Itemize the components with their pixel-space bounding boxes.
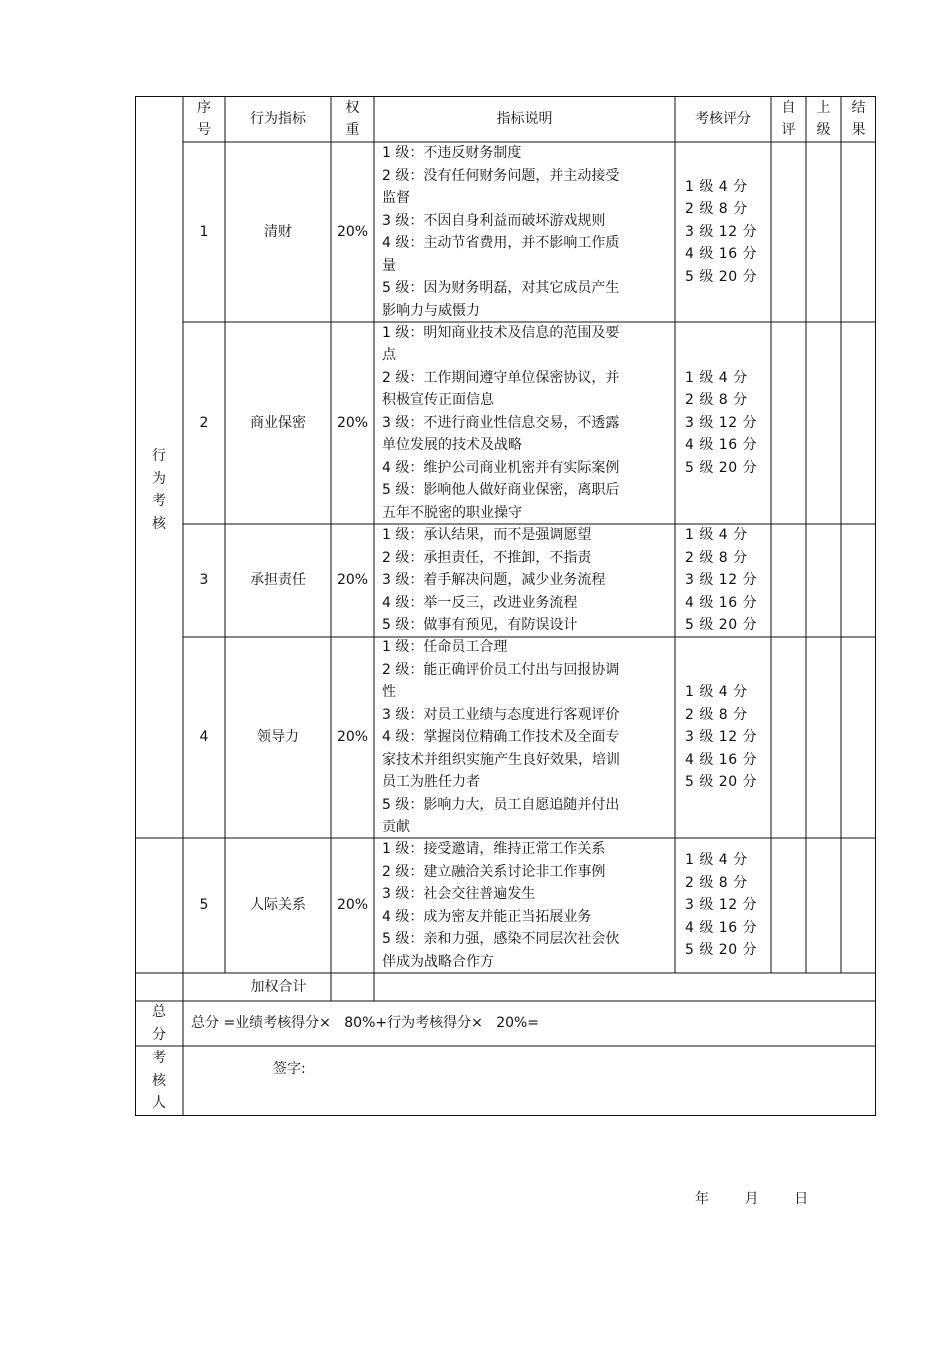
row-3-score-line: 1 级 4 分	[685, 527, 748, 544]
row-5-weight: 20%	[336, 897, 369, 914]
row-3-indicator: 承担责任	[250, 572, 306, 589]
section-label-char-3: 考	[152, 493, 166, 509]
row-3-self-eval-cell[interactable]	[771, 524, 806, 637]
row-3-desc-line: 3 级：着手解决问题，减少业务流程	[382, 572, 606, 589]
header-weight-char-2: 重	[345, 122, 360, 138]
header-no-char-2: 号	[197, 122, 211, 138]
row-2-score-line: 4 级 16 分	[685, 437, 758, 454]
row-1-desc-line: 5 级：因为财务明磊，对其它成员产生	[382, 280, 620, 296]
signature-date: 年 月 日	[695, 1191, 809, 1207]
row-4-description	[374, 637, 675, 838]
row-4-score-line: 3 级 12 分	[685, 729, 758, 746]
header-no-char-1: 序	[197, 99, 211, 116]
row-5-score-line: 1 级 4 分	[685, 852, 748, 869]
row-2-scoring	[675, 322, 771, 524]
row-2-desc-line: 积极宣传正面信息	[382, 392, 494, 409]
row-1-desc-line: 量	[382, 257, 396, 274]
row-1-score-line: 2 级 8 分	[685, 201, 748, 218]
row-3-no: 3	[199, 572, 209, 589]
header-weight	[331, 96, 374, 142]
row-5-desc-line: 2 级：建立融洽关系讨论非工作事例	[382, 863, 606, 880]
row-1-result-cell[interactable]	[841, 142, 876, 322]
row-4-desc-line: 1 级：任命员工合理	[382, 639, 508, 656]
row-1-scoring	[675, 142, 771, 322]
section-label-char-1: 行	[152, 448, 166, 464]
row-4-superior-cell[interactable]	[806, 637, 841, 838]
row-1-score-line: 4 级 16 分	[685, 246, 758, 263]
row-5-desc-line: 1 级：接受邀请，维持正常工作关系	[382, 841, 606, 857]
row-5-score-line: 5 级 20 分	[685, 942, 758, 959]
reviewer-label-char-1: 考	[152, 1050, 166, 1067]
reviewer-label	[135, 1046, 183, 1116]
row-1-self-eval-cell[interactable]	[771, 142, 806, 322]
section-label-char-2: 为	[152, 470, 166, 487]
row-5-score-line: 3 级 12 分	[685, 897, 758, 914]
row-2-score-line: 3 级 12 分	[685, 414, 758, 431]
row-2-desc-line: 1 级：明知商业技术及信息的范围及要	[382, 324, 620, 341]
row-4-desc-line: 家技术并组织实施产生良好效果，培训	[382, 751, 620, 768]
header-weight-char-1: 权	[345, 99, 360, 116]
row-2-description	[374, 322, 675, 524]
row-1-desc-line: 监督	[382, 190, 410, 206]
row-5-score-line: 4 级 16 分	[685, 919, 758, 936]
row-4-desc-line: 性	[382, 684, 396, 701]
header-desc: 指标说明	[496, 110, 553, 127]
row-3-score-line: 4 级 16 分	[685, 594, 758, 611]
reviewer-label-char-3: 人	[152, 1095, 166, 1112]
row-4-desc-line: 2 级：能正确评价员工付出与回报协调	[382, 661, 620, 678]
row-1-superior-cell[interactable]	[806, 142, 841, 322]
row-1-desc-line: 影响力与威慑力	[382, 302, 480, 319]
row-2-score-line: 5 级 20 分	[685, 459, 758, 476]
row-4-score-line: 2 级 8 分	[685, 706, 748, 723]
section-label-char-4: 核	[152, 515, 166, 532]
row-2-superior-cell[interactable]	[806, 322, 841, 524]
section-label-behavior	[135, 142, 183, 838]
row-5-score-line: 2 级 8 分	[685, 874, 748, 891]
row-5-indicator: 人际关系	[250, 897, 306, 914]
header-self-char-1: 自	[781, 99, 796, 116]
row-1-score-line: 1 级 4 分	[685, 178, 748, 195]
header-indicator: 行为指标	[250, 110, 306, 127]
row-3-score-line: 5 级 20 分	[685, 617, 758, 634]
row-1-description	[374, 142, 675, 322]
reviewer-label-char-2: 核	[152, 1072, 166, 1089]
row-1-indicator: 清财	[264, 223, 292, 240]
row-3-desc-line: 1 级：承认结果，而不是强调愿望	[382, 527, 592, 544]
row-1-score-line: 3 级 12 分	[685, 223, 758, 240]
row-2-desc-line: 3 级：不进行商业性信息交易，不透露	[382, 414, 620, 431]
row-2-desc-line: 4 级：维护公司商业机密并有实际案例	[382, 459, 620, 476]
row-1-desc-line: 4 级：主动节省费用，并不影响工作质	[382, 235, 620, 251]
row-5-scoring	[675, 838, 771, 973]
row-2-result-cell[interactable]	[841, 322, 876, 524]
header-score: 考核评分	[695, 110, 751, 127]
row-5-desc-line: 伴成为战略合作方	[382, 953, 494, 970]
row-4-score-line: 4 级 16 分	[685, 751, 758, 768]
total-label-char-2: 分	[152, 1026, 166, 1043]
row-3-result-cell[interactable]	[841, 524, 876, 637]
row-2-no: 2	[199, 414, 209, 431]
row-3-score-line: 3 级 12 分	[685, 572, 758, 589]
total-score-formula: 总分 =业绩考核得分× 80%+行为考核得分× 20%=	[191, 1015, 540, 1032]
row-3-weight: 20%	[336, 572, 369, 589]
row-4-desc-line: 3 级：对员工业绩与态度进行客观评价	[382, 706, 620, 723]
row-2-score-line: 1 级 4 分	[685, 369, 748, 386]
weighted-total-value-cell[interactable]	[374, 973, 876, 1001]
header-self-eval	[771, 96, 806, 142]
row-4-desc-line: 贡献	[382, 819, 410, 836]
row-2-desc-line: 5 级：影响他人做好商业保密，离职后	[382, 482, 620, 499]
row-1-desc-line: 1 级：不违反财务制度	[382, 145, 522, 161]
row-1-score-line: 5 级 20 分	[685, 268, 758, 285]
row-4-indicator: 领导力	[257, 729, 299, 746]
row-2-desc-line: 点	[382, 347, 396, 364]
row-5-desc-line: 4 级：成为密友并能正当拓展业务	[382, 908, 592, 925]
row-3-desc-line: 2 级：承担责任，不推卸，不指责	[382, 549, 592, 566]
row-3-superior-cell[interactable]	[806, 524, 841, 637]
row-4-desc-line: 4 级：掌握岗位精确工作技术及全面专	[382, 729, 620, 746]
row-5-desc-line: 5 级：亲和力强，感染不同层次社会伙	[382, 931, 620, 947]
header-super-char-1: 上	[816, 99, 831, 116]
row-4-score-line: 1 级 4 分	[685, 684, 748, 701]
row-1-desc-line: 2 级：没有任何财务问题，并主动接受	[382, 167, 620, 184]
row-5-description	[374, 838, 675, 973]
row-5-self-eval-cell[interactable]	[771, 838, 806, 973]
row-2-score-line: 2 级 8 分	[685, 392, 748, 409]
row-1-desc-line: 3 级：不因自身利益而破坏游戏规则	[382, 212, 606, 229]
header-result-char-1: 结	[851, 99, 866, 116]
row-5-superior-cell[interactable]	[806, 838, 841, 973]
row-2-desc-line: 2 级：工作期间遵守单位保密协议，并	[382, 369, 620, 386]
row-3-score-line: 2 级 8 分	[685, 549, 748, 566]
row-1-no: 1	[199, 223, 209, 240]
row-5-no: 5	[199, 897, 209, 914]
row-3-scoring	[675, 524, 771, 637]
row-4-weight: 20%	[336, 729, 369, 746]
row-3-desc-line: 5 级：做事有预见，有防误设计	[382, 617, 578, 634]
header-self-char-2: 评	[781, 122, 796, 138]
header-no	[183, 96, 225, 142]
row-4-result-cell[interactable]	[841, 637, 876, 838]
row-2-desc-line: 单位发展的技术及战略	[382, 437, 522, 454]
row-2-weight: 20%	[336, 414, 369, 431]
header-result-char-2: 果	[851, 122, 866, 138]
row-2-self-eval-cell[interactable]	[771, 322, 806, 524]
row-4-scoring	[675, 637, 771, 838]
row-3-description	[374, 524, 675, 637]
row-1-weight: 20%	[336, 223, 369, 240]
row-4-score-line: 5 级 20 分	[685, 774, 758, 791]
evaluation-table	[135, 96, 876, 1207]
signature-label: 签字:	[273, 1061, 306, 1077]
row-2-desc-line: 五年不脱密的职业操守	[382, 504, 522, 521]
row-5-result-cell[interactable]	[841, 838, 876, 973]
row-4-desc-line: 员工为胜任力者	[382, 774, 480, 791]
total-label-char-1: 总	[152, 1004, 166, 1020]
row-2-indicator: 商业保密	[250, 414, 306, 431]
weighted-total-label: 加权合计	[250, 978, 307, 995]
header-super-char-2: 级	[816, 122, 831, 138]
row-5-desc-line: 3 级：社会交往普遍发生	[382, 886, 536, 902]
header-superior	[806, 96, 841, 142]
row-3-desc-line: 4 级：举一反三，改进业务流程	[382, 594, 578, 611]
header-result	[841, 96, 876, 142]
row-4-self-eval-cell[interactable]	[771, 637, 806, 838]
row-4-no: 4	[199, 729, 209, 746]
row-4-desc-line: 5 级：影响力大，员工自愿追随并付出	[382, 796, 620, 813]
signature-area[interactable]	[183, 1046, 876, 1116]
total-score-label	[135, 1001, 183, 1046]
